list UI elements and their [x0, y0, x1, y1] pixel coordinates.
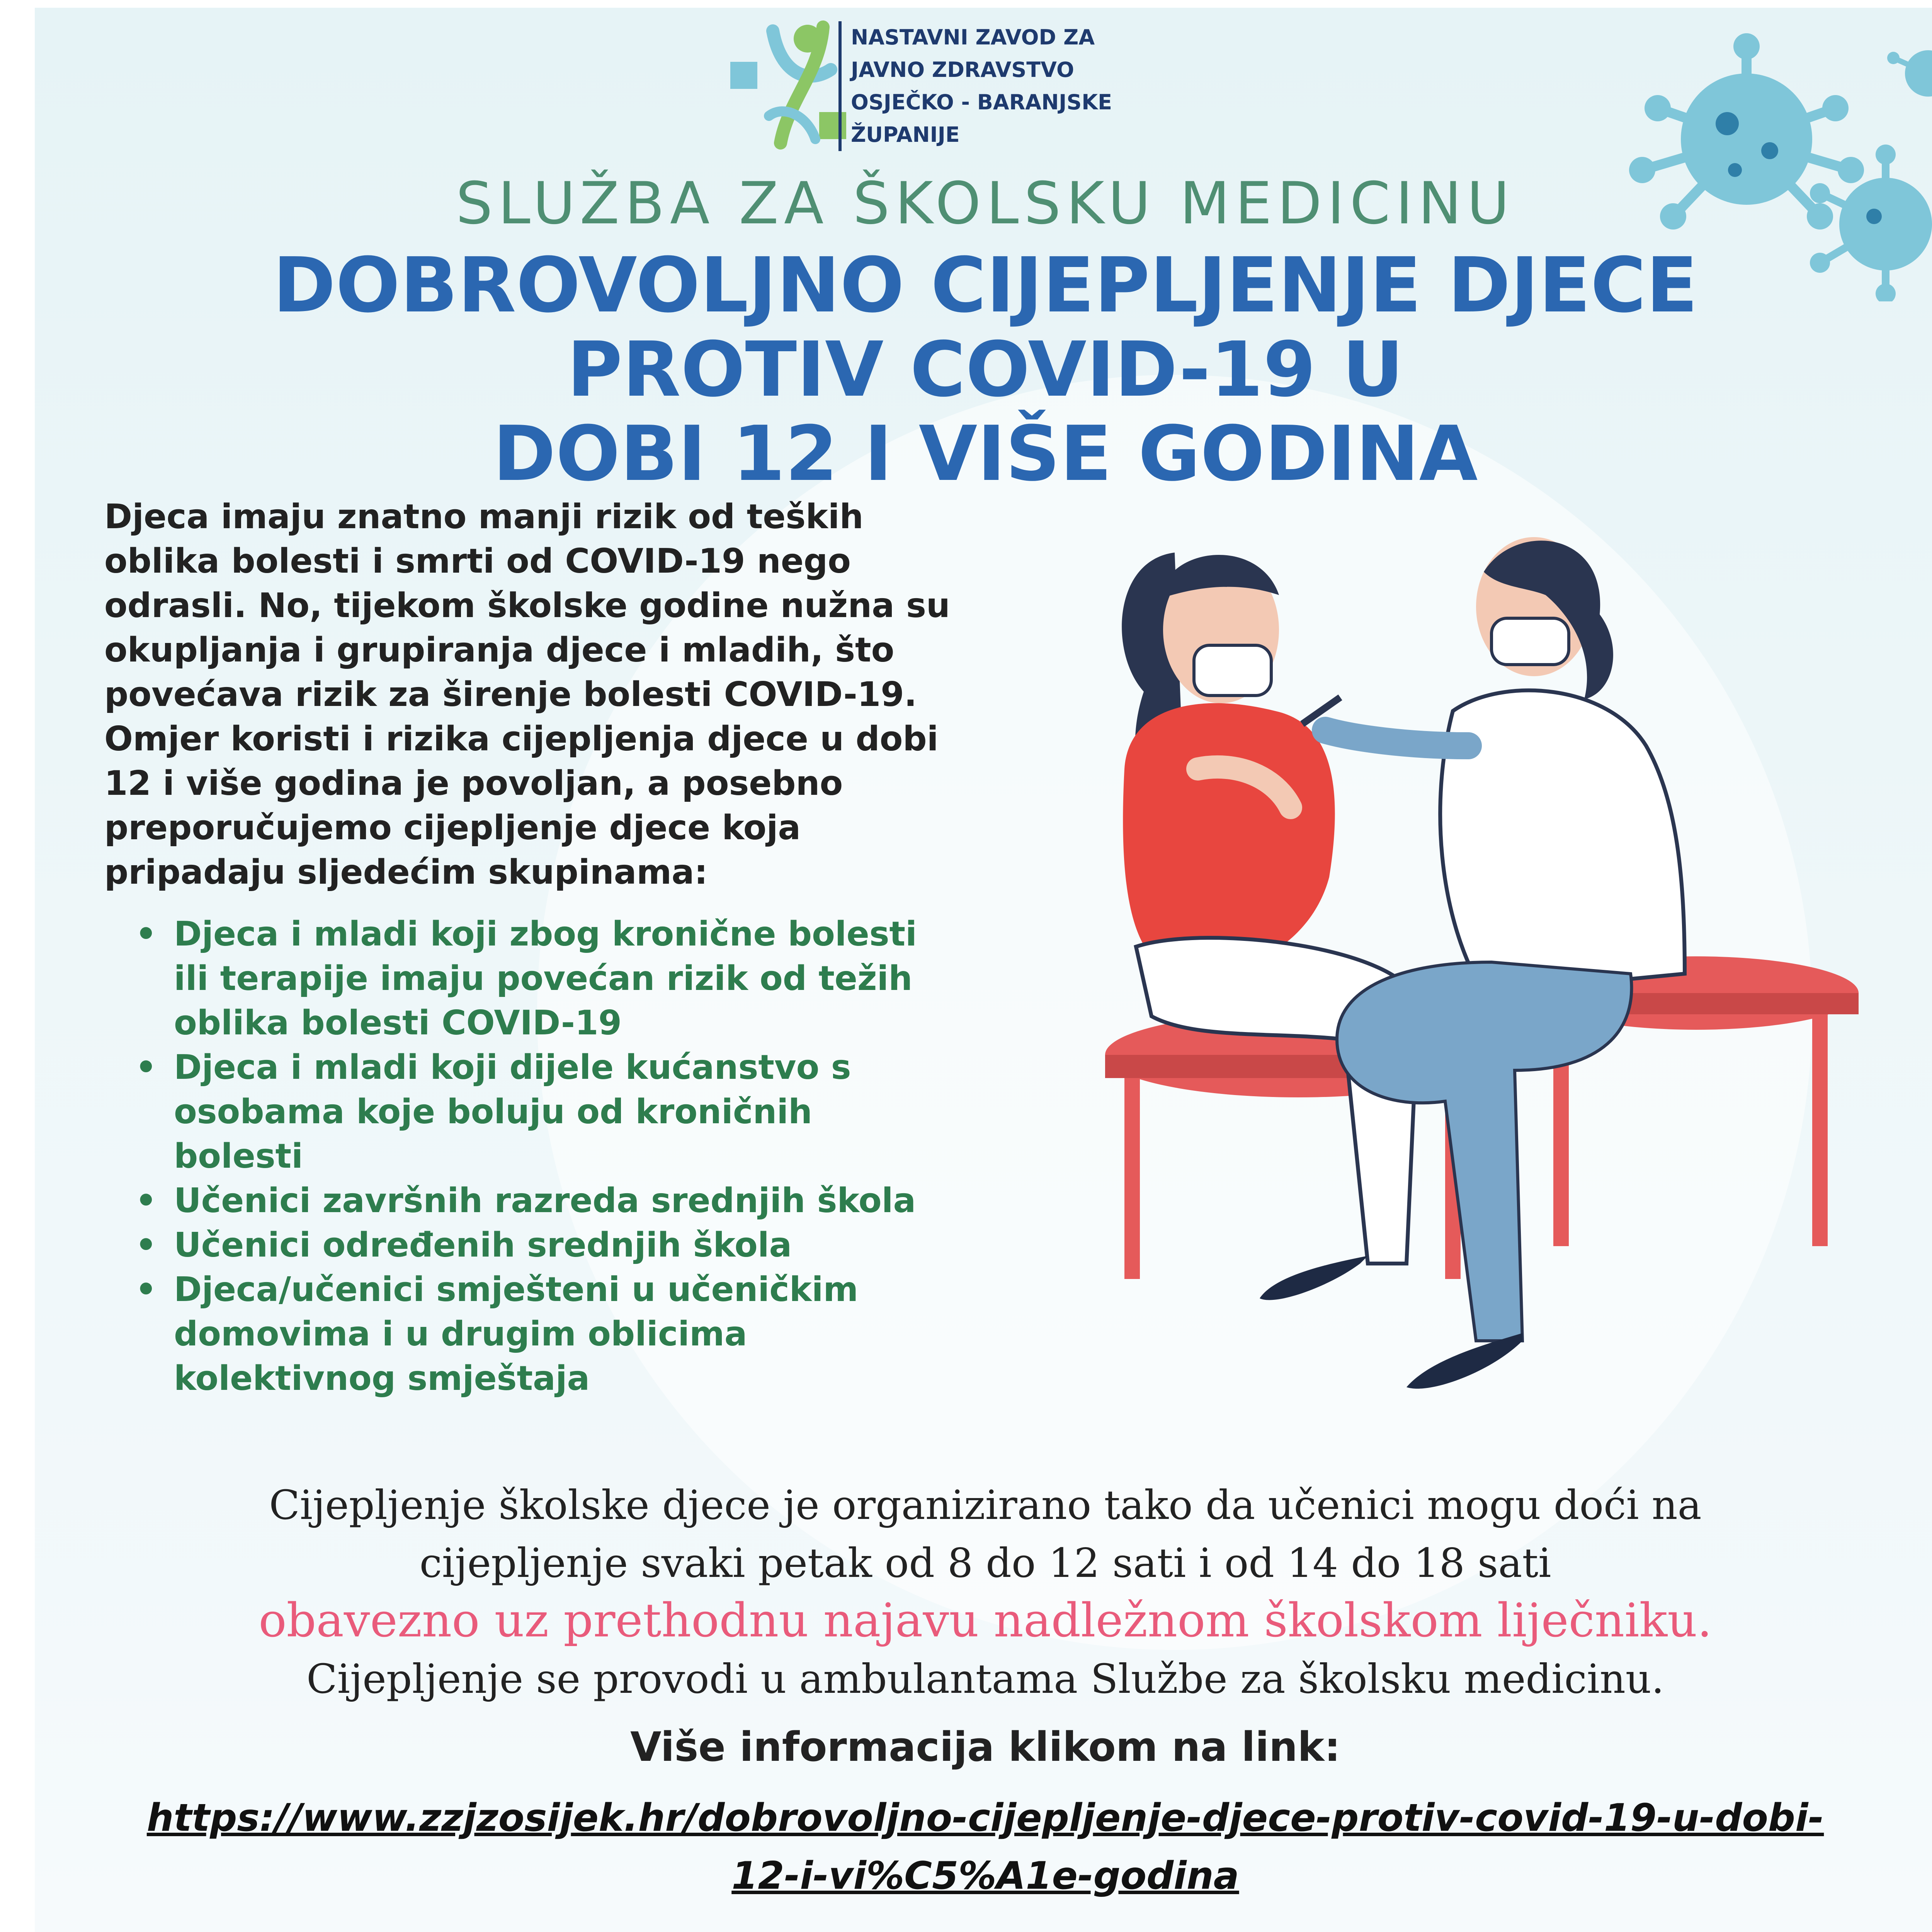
- institute-name-line: JAVNO ZDRAVSTVO: [851, 58, 1074, 82]
- intro-line: odrasli. No, tijekom školske godine nužna su: [104, 586, 950, 625]
- list-item: [131, 1045, 1136, 1179]
- list-item: [131, 912, 1136, 1045]
- schedule-line: cijepljenje svaki petak od 8 do 12 sati i od 14 do 18 sati: [419, 1539, 1551, 1587]
- schedule-line: Cijepljenje školske djece je organizirano tako da učenici mogu doći na: [269, 1481, 1702, 1529]
- info-link-line[interactable]: 12-i-vi%C5%A1e-godina: [731, 1854, 1239, 1898]
- list-item-line: kolektivnog smještaja: [174, 1359, 590, 1398]
- service-name: SLUŽBA ZA ŠKOLSKU MEDICINU: [456, 170, 1515, 237]
- more-info-heading: Više informacija klikom na link:: [630, 1723, 1340, 1770]
- list-item: [131, 1267, 1136, 1401]
- vaccination-schedule: [35, 1476, 1932, 1708]
- list-item: [131, 1223, 1136, 1267]
- bullet-icon: •: [135, 1225, 157, 1265]
- institute-name-line: NASTAVNI ZAVOD ZA: [851, 25, 1095, 49]
- list-item: [131, 1179, 1136, 1223]
- intro-line: okupljanja i grupiranja djece i mladih, što: [104, 630, 895, 670]
- intro-paragraph: [104, 495, 1148, 895]
- title-line: DOBROVOLJNO CIJEPLJENJE DJECE: [273, 242, 1698, 330]
- list-item-line: Učenici određenih srednjih škola: [174, 1225, 792, 1265]
- schedule-line: Cijepljenje se provodi u ambulantama Službe za školsku medicinu.: [306, 1655, 1664, 1702]
- list-item-line: ili terapije imaju povećan rizik od težih: [174, 959, 913, 998]
- title-line: DOBI 12 I VIŠE GODINA: [493, 410, 1478, 498]
- list-item-line: bolesti: [174, 1136, 303, 1176]
- risk-group-list: [131, 912, 1136, 1401]
- list-item-line: Učenici završnih razreda srednjih škola: [174, 1181, 916, 1220]
- bullet-icon: •: [135, 1181, 157, 1220]
- title-line: PROTIV COVID-19 U: [567, 326, 1404, 414]
- virus-icon: [1882, 35, 1932, 112]
- institute-name-line: ŽUPANIJE: [851, 122, 960, 147]
- page-title: [35, 243, 1932, 496]
- intro-line: 12 i više godina je povoljan, a posebno: [104, 764, 843, 803]
- institute-name-line: OSJEČKO - BARANJSKE: [851, 90, 1112, 114]
- list-item-line: osobama koje boluju od kroničnih: [174, 1092, 813, 1131]
- intro-line: pripadaju sljedećim skupinama:: [104, 852, 708, 892]
- intro-line: oblika bolesti i smrti od COVID-19 nego: [104, 541, 851, 581]
- bullet-icon: •: [135, 1270, 157, 1309]
- intro-line: povećava rizik za širenje bolesti COVID-19.: [104, 675, 917, 714]
- info-link[interactable]: [35, 1789, 1932, 1905]
- list-item-line: domovima i u drugim oblicima: [174, 1314, 747, 1354]
- vaccination-illustration-icon: [1059, 529, 1909, 1495]
- poster: [35, 8, 1932, 1932]
- list-item-line: oblika bolesti COVID-19: [174, 1003, 622, 1043]
- institute-name: [838, 21, 1218, 151]
- list-item-line: Djeca/učenici smješteni u učeničkim: [174, 1270, 859, 1309]
- intro-line: preporučujemo cijepljenje djece koja: [104, 808, 801, 847]
- bullet-icon: •: [135, 1048, 157, 1087]
- intro-line: Omjer koristi i rizika cijepljenja djece u dobi: [104, 719, 939, 759]
- intro-line: Djeca imaju znatno manji rizik od teških: [104, 497, 864, 536]
- list-item-line: Djeca i mladi koji zbog kronične bolesti: [174, 914, 917, 954]
- list-item-line: Djeca i mladi koji dijele kućanstvo s: [174, 1048, 851, 1087]
- schedule-highlight: obavezno uz prethodnu najavu nadležnom školskom liječniku.: [259, 1594, 1712, 1648]
- bullet-icon: •: [135, 914, 157, 954]
- info-link-line[interactable]: https://www.zzjzosijek.hr/dobrovoljno-cijepljenje-djece-protiv-covid-19-u-dobi-: [146, 1796, 1824, 1840]
